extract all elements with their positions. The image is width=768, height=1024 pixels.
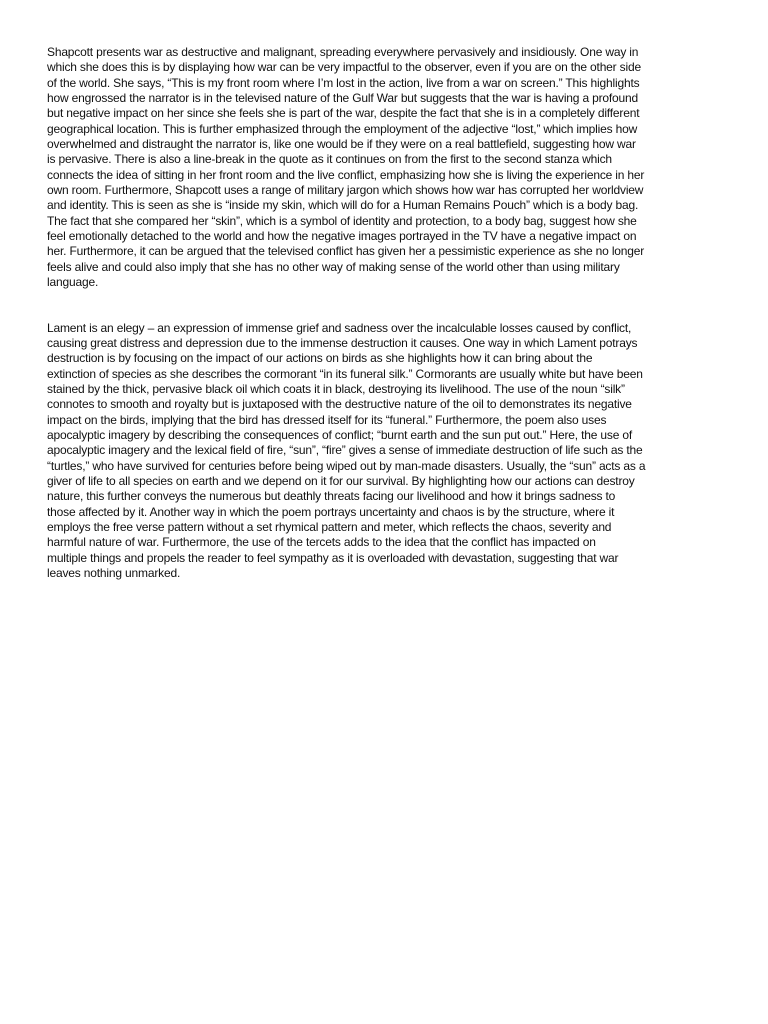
text-line: own room. Furthermore, Shapcott uses a range of military jargon which shows how war has corrupted her worldview xyxy=(47,183,644,198)
text-line: Shapcott presents war as destructive and malignant, spreading everywhere pervasively and insidiously. One way in xyxy=(47,45,639,59)
text-line: her. Furthermore, it can be argued that the televised conflict has given her a pessimistic experience as she no longer xyxy=(47,244,645,259)
text-line: Lament is an elegy – an expression of immense grief and sadness over the incalculable losses caused by conflict, xyxy=(47,320,632,335)
text-line: overwhelmed and distraught the narrator is, like one would be if they were on a real battlefield, suggesting how war xyxy=(47,137,636,152)
text-line: feel emotionally detached to the world and how the negative images portrayed in the TV have a negative impact on xyxy=(47,229,637,244)
text-line: stained by the thick, pervasive black oil which coats it in black, destroying its livelihood. The use of the noun “silk” xyxy=(47,381,625,396)
paragraph-shapcott xyxy=(47,45,737,291)
text-line: leaves nothing unmarked. xyxy=(47,566,181,580)
text-line: The fact that she compared her “skin”, which is a symbol of identity and protection, to a body bag, suggest how she xyxy=(47,213,637,228)
text-line: which she does this is by displaying how war can be very impactful to the observer, even if you are on the other side xyxy=(47,60,641,75)
text-line: feels alive and could also imply that she has no other way of making sense of the world other than using military xyxy=(47,259,620,274)
text-line: giver of life to all species on earth and we depend on it for our survival. By highlighting how our actions can destroy xyxy=(47,473,635,488)
text-line: destruction is by focusing on the impact of our actions on birds as she highlights how it can bring about the xyxy=(47,351,593,366)
document-page xyxy=(47,45,737,581)
text-line: harmful nature of war. Furthermore, the use of the tercets adds to the idea that the conflict has impacted on xyxy=(47,535,596,550)
text-line: “turtles,” who have survived for centuries before being wiped out by man-made disasters. Usually, the “sun” acts as a xyxy=(47,458,646,473)
text-line: extinction of species as she describes the cormorant “in its funeral silk.” Cormorants are usually white but have been xyxy=(47,366,643,381)
text-line: employs the free verse pattern without a set rhymical pattern and meter, which reflects the chaos, severity and xyxy=(47,519,612,534)
text-line: is pervasive. There is also a line-break in the quote as it continues on from the first to the second stanza which xyxy=(47,152,612,167)
text-line: connotes to smooth and royalty but is juxtaposed with the destructive nature of the oil to demonstrates its negative xyxy=(47,397,632,412)
paragraph-lament xyxy=(47,321,737,582)
text-line: how engrossed the narrator is in the televised nature of the Gulf War but suggests that the war is having a profound xyxy=(47,91,639,106)
text-line: those affected by it. Another way in which the poem portrays uncertainty and chaos is by the structure, where it xyxy=(47,504,615,519)
text-line: connects the idea of sitting in her front room and the live conflict, emphasizing how she is living the experience in her xyxy=(47,167,645,182)
text-line: causing great distress and depression due to the immense destruction it causes. One way in which Lament potrays xyxy=(47,335,638,350)
text-line: of the world. She says, “This is my front room where I’m lost in the action, live from a war on screen.” This highlights xyxy=(47,75,640,90)
text-line: but negative impact on her since she feels she is part of the war, despite the fact that she is in a completely different xyxy=(47,106,640,121)
text-line: nature, this further conveys the numerous but deathly threats facing our livelihood and how it brings sadness to xyxy=(47,489,616,504)
text-line: apocalyptic imagery by describing the consequences of conflict; “burnt earth and the sun put out.” Here, the use of xyxy=(47,427,632,442)
text-line: language. xyxy=(47,275,99,290)
text-line: and identity. This is seen as she is “inside my skin, which will do for a Human Remains Pouch” which is a body bag. xyxy=(47,198,639,213)
text-line: impact on the birds, implying that the bird has dressed itself for its “funeral.” Furthermore, the poem also uses xyxy=(47,412,607,427)
text-line: geographical location. This is further emphasized through the employment of the adjective “lost,” which implies how xyxy=(47,121,638,136)
text-line: multiple things and propels the reader to feel sympathy as it is overloaded with devastation, suggesting that war xyxy=(47,550,619,565)
text-line: apocalyptic imagery and the lexical field of fire, “sun”, “fire” gives a sense of immediate destruction of life such as the xyxy=(47,443,643,458)
